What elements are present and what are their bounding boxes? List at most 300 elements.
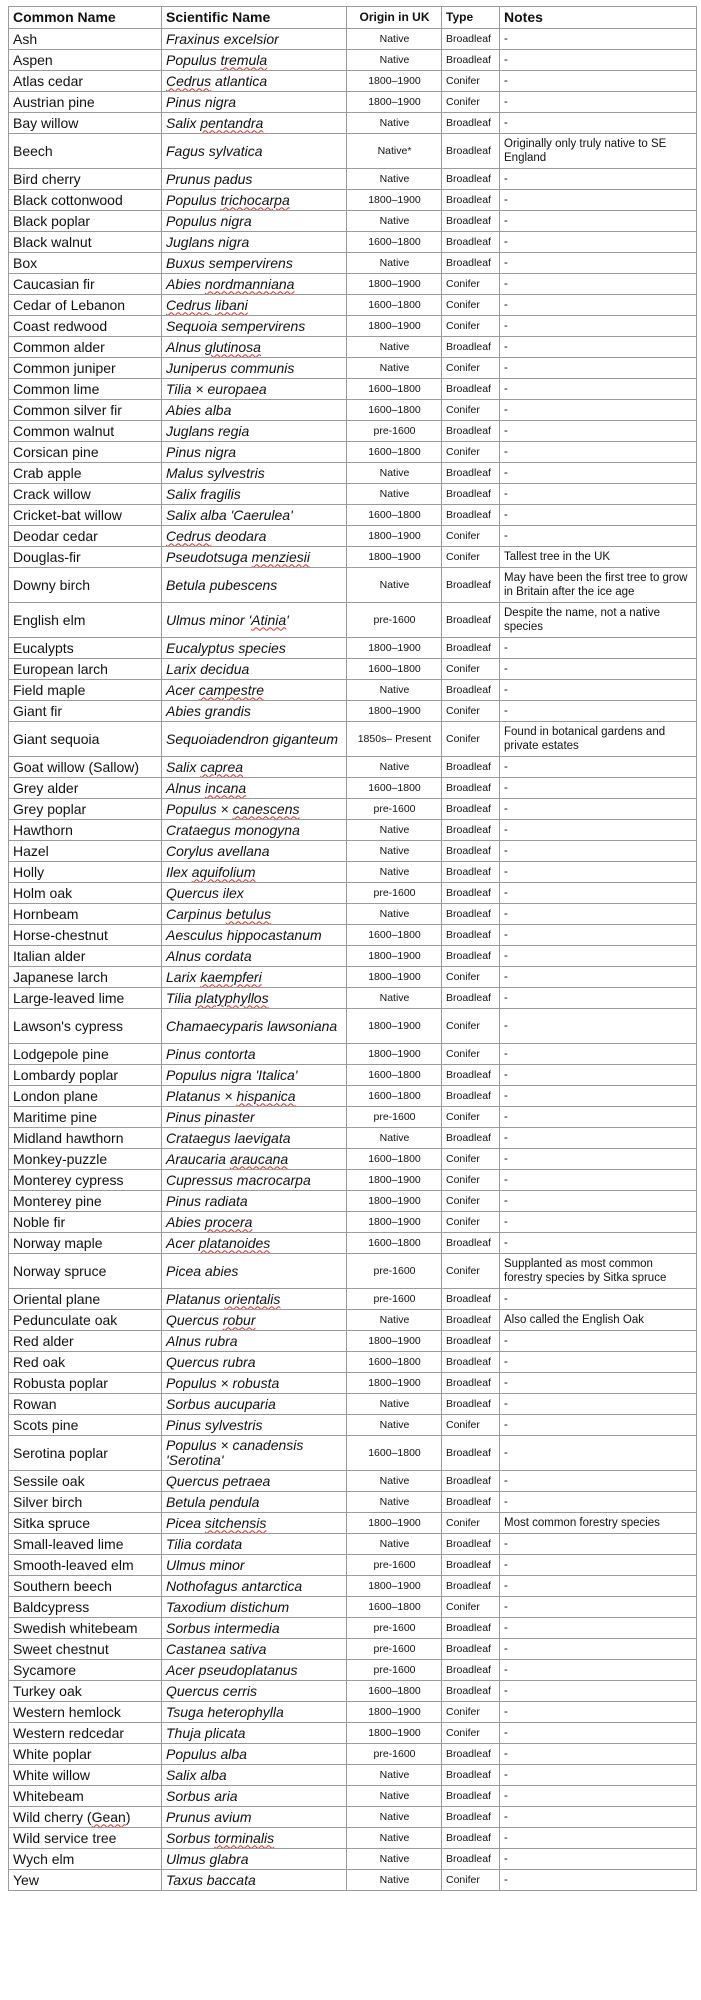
scientific-name-cell: Picea sitchensis (162, 1513, 347, 1534)
common-name-cell: Douglas-fir (9, 547, 162, 568)
scientific-name-cell: Prunus padus (162, 169, 347, 190)
notes-cell: - (500, 1849, 697, 1870)
notes-cell: - (500, 1534, 697, 1555)
common-name-cell: Yew (9, 1870, 162, 1891)
scientific-name-cell: Fraxinus excelsior (162, 29, 347, 50)
origin-cell: 1800–1900 (347, 1373, 442, 1394)
notes-cell: - (500, 1233, 697, 1254)
scientific-name-cell: Betula pendula (162, 1492, 347, 1513)
common-name-cell: Common juniper (9, 358, 162, 379)
spellcheck-word: glutinosa (204, 338, 261, 355)
table-row (9, 568, 697, 603)
table-row (9, 1618, 697, 1639)
table-row (9, 1639, 697, 1660)
notes-cell: - (500, 1394, 697, 1415)
table-row (9, 1233, 697, 1254)
origin-cell: Native (347, 253, 442, 274)
type-cell: Conifer (442, 1044, 500, 1065)
common-name-cell: Scots pine (9, 1415, 162, 1436)
common-name-cell: Western hemlock (9, 1702, 162, 1723)
table-row (9, 1513, 697, 1534)
type-cell: Broadleaf (442, 50, 500, 71)
origin-cell: 1800–1900 (347, 190, 442, 211)
origin-cell: Native (347, 169, 442, 190)
table-row (9, 659, 697, 680)
origin-cell: Native (347, 1471, 442, 1492)
scientific-name-cell: Pinus nigra (162, 92, 347, 113)
scientific-name-cell: Cedrus deodara (162, 526, 347, 547)
type-cell: Conifer (442, 1415, 500, 1436)
common-name-cell: Bird cherry (9, 169, 162, 190)
spellcheck-word: Cedrus (166, 527, 212, 544)
table-row (9, 1310, 697, 1331)
notes-cell: - (500, 113, 697, 134)
notes-cell: - (500, 1373, 697, 1394)
type-cell: Broadleaf (442, 337, 500, 358)
common-name-cell: White willow (9, 1765, 162, 1786)
origin-cell: pre-1600 (347, 1618, 442, 1639)
scientific-name-cell: Quercus ilex (162, 883, 347, 904)
type-cell: Broadleaf (442, 904, 500, 925)
common-name-cell: Sycamore (9, 1660, 162, 1681)
notes-cell: - (500, 1009, 697, 1044)
origin-cell: Native (347, 904, 442, 925)
type-cell: Broadleaf (442, 1681, 500, 1702)
origin-cell: 1800–1900 (347, 547, 442, 568)
type-cell: Broadleaf (442, 1765, 500, 1786)
notes-cell: - (500, 967, 697, 988)
scientific-name-cell: Buxus sempervirens (162, 253, 347, 274)
common-name-cell: Italian alder (9, 946, 162, 967)
table-row (9, 1289, 697, 1310)
spellcheck-word: Cedrus (166, 296, 212, 313)
origin-cell: Native (347, 211, 442, 232)
type-cell: Broadleaf (442, 1373, 500, 1394)
spellcheck-word: canescens (232, 800, 300, 817)
table-row (9, 113, 697, 134)
table-row (9, 400, 697, 421)
table-row (9, 1254, 697, 1289)
origin-cell: 1800–1900 (347, 1191, 442, 1212)
scientific-name-cell: Araucaria araucana (162, 1149, 347, 1170)
header-scientific-name: Scientific Name (162, 7, 347, 29)
notes-cell: - (500, 883, 697, 904)
common-name-cell: Horse-chestnut (9, 925, 162, 946)
scientific-name-cell: Populus nigra (162, 211, 347, 232)
notes-cell: - (500, 1492, 697, 1513)
scientific-name-cell: Platanus orientalis (162, 1289, 347, 1310)
notes-cell: - (500, 316, 697, 337)
table-row (9, 1681, 697, 1702)
scientific-name-cell: Alnus incana (162, 778, 347, 799)
scientific-name-cell: Castanea sativa (162, 1639, 347, 1660)
origin-cell: Native (347, 757, 442, 778)
notes-cell: - (500, 862, 697, 883)
scientific-name-cell: Cupressus macrocarpa (162, 1170, 347, 1191)
origin-cell: 1800–1900 (347, 71, 442, 92)
table-row (9, 841, 697, 862)
type-cell: Broadleaf (442, 1352, 500, 1373)
table-row (9, 1807, 697, 1828)
common-name-cell: Grey poplar (9, 799, 162, 820)
notes-cell: - (500, 1618, 697, 1639)
common-name-cell: Atlas cedar (9, 71, 162, 92)
origin-cell: Native (347, 862, 442, 883)
scientific-name-cell: Salix alba 'Caerulea' (162, 505, 347, 526)
origin-cell: Native (347, 1492, 442, 1513)
scientific-name-cell: Populus tremula (162, 50, 347, 71)
spellcheck-word: caprea (200, 758, 244, 775)
table-row (9, 638, 697, 659)
type-cell: Broadleaf (442, 1744, 500, 1765)
common-name-cell: Common walnut (9, 421, 162, 442)
notes-cell: Found in botanical gardens and private estates (500, 722, 697, 757)
scientific-name-cell: Populus × robusta (162, 1373, 347, 1394)
origin-cell: Native (347, 1828, 442, 1849)
common-name-cell: Black walnut (9, 232, 162, 253)
type-cell: Broadleaf (442, 29, 500, 50)
type-cell: Broadleaf (442, 169, 500, 190)
type-cell: Broadleaf (442, 1849, 500, 1870)
origin-cell: 1800–1900 (347, 967, 442, 988)
scientific-name-cell: Thuja plicata (162, 1723, 347, 1744)
scientific-name-cell: Alnus cordata (162, 946, 347, 967)
common-name-cell: Box (9, 253, 162, 274)
common-name-cell: Goat willow (Sallow) (9, 757, 162, 778)
scientific-name-cell: Pinus radiata (162, 1191, 347, 1212)
origin-cell: 1600–1800 (347, 1086, 442, 1107)
type-cell: Broadleaf (442, 421, 500, 442)
origin-cell: pre-1600 (347, 1555, 442, 1576)
notes-cell: Originally only truly native to SE England (500, 134, 697, 169)
origin-cell: Native (347, 484, 442, 505)
type-cell: Broadleaf (442, 883, 500, 904)
scientific-name-cell: Corylus avellana (162, 841, 347, 862)
notes-cell: - (500, 1191, 697, 1212)
type-cell: Conifer (442, 1009, 500, 1044)
origin-cell: 1600–1800 (347, 659, 442, 680)
common-name-cell: Common silver fir (9, 400, 162, 421)
notes-cell: - (500, 1170, 697, 1191)
table-row (9, 484, 697, 505)
table-row (9, 169, 697, 190)
origin-cell: Native (347, 337, 442, 358)
scientific-name-cell: Abies procera (162, 1212, 347, 1233)
scientific-name-cell: Abies nordmanniana (162, 274, 347, 295)
origin-cell: Native (347, 568, 442, 603)
table-row (9, 1723, 697, 1744)
type-cell: Broadleaf (442, 232, 500, 253)
origin-cell: Native (347, 680, 442, 701)
scientific-name-cell: Tsuga heterophylla (162, 1702, 347, 1723)
notes-cell: Also called the English Oak (500, 1310, 697, 1331)
origin-cell: Native* (347, 134, 442, 169)
table-row (9, 134, 697, 169)
common-name-cell: Aspen (9, 50, 162, 71)
common-name-cell: Caucasian fir (9, 274, 162, 295)
spellcheck-word: araucana (229, 1150, 289, 1167)
type-cell: Conifer (442, 1702, 500, 1723)
type-cell: Broadleaf (442, 603, 500, 638)
scientific-name-cell: Crataegus monogyna (162, 820, 347, 841)
notes-cell: - (500, 1149, 697, 1170)
common-name-cell: Pedunculate oak (9, 1310, 162, 1331)
origin-cell: 1600–1800 (347, 379, 442, 400)
table-row (9, 1555, 697, 1576)
origin-cell: 1600–1800 (347, 1149, 442, 1170)
origin-cell: 1600–1800 (347, 1597, 442, 1618)
scientific-name-cell: Quercus robur (162, 1310, 347, 1331)
scientific-name-cell: Sequoia sempervirens (162, 316, 347, 337)
type-cell: Broadleaf (442, 1534, 500, 1555)
type-cell: Broadleaf (442, 505, 500, 526)
table-row (9, 1870, 697, 1891)
scientific-name-cell: Acer campestre (162, 680, 347, 701)
scientific-name-cell: Juglans regia (162, 421, 347, 442)
common-name-cell: Western redcedar (9, 1723, 162, 1744)
origin-cell: 1600–1800 (347, 1065, 442, 1086)
origin-cell: Native (347, 1534, 442, 1555)
table-row (9, 274, 697, 295)
table-row (9, 1576, 697, 1597)
origin-cell: Native (347, 988, 442, 1009)
type-cell: Broadleaf (442, 680, 500, 701)
notes-cell: - (500, 1660, 697, 1681)
type-cell: Broadleaf (442, 253, 500, 274)
origin-cell: 1600–1800 (347, 925, 442, 946)
notes-cell: - (500, 820, 697, 841)
notes-cell: - (500, 1597, 697, 1618)
common-name-cell: Swedish whitebeam (9, 1618, 162, 1639)
common-name-cell: Eucalypts (9, 638, 162, 659)
scientific-name-cell: Sorbus torminalis (162, 1828, 347, 1849)
table-row (9, 1597, 697, 1618)
notes-cell: - (500, 1065, 697, 1086)
origin-cell: 1600–1800 (347, 1681, 442, 1702)
origin-cell: Native (347, 1807, 442, 1828)
common-name-cell: Red oak (9, 1352, 162, 1373)
notes-cell: - (500, 701, 697, 722)
origin-cell: 1600–1800 (347, 442, 442, 463)
type-cell: Broadleaf (442, 862, 500, 883)
origin-cell: Native (347, 50, 442, 71)
type-cell: Broadleaf (442, 1289, 500, 1310)
common-name-cell: Baldcypress (9, 1597, 162, 1618)
type-cell: Conifer (442, 274, 500, 295)
table-row (9, 211, 697, 232)
notes-cell: Supplanted as most common forestry species by Sitka spruce (500, 1254, 697, 1289)
origin-cell: 1800–1900 (347, 1513, 442, 1534)
type-cell: Broadleaf (442, 211, 500, 232)
common-name-cell: Noble fir (9, 1212, 162, 1233)
common-name-cell: Monterey cypress (9, 1170, 162, 1191)
type-cell: Conifer (442, 1723, 500, 1744)
table-row (9, 526, 697, 547)
origin-cell: Native (347, 1870, 442, 1891)
origin-cell: pre-1600 (347, 1107, 442, 1128)
table-row (9, 547, 697, 568)
spellcheck-word: Cedrus (166, 72, 212, 89)
scientific-name-cell: Pinus sylvestris (162, 1415, 347, 1436)
scientific-name-cell: Tilia cordata (162, 1534, 347, 1555)
common-name-cell: Rowan (9, 1394, 162, 1415)
table-row (9, 1492, 697, 1513)
scientific-name-cell: Pinus pinaster (162, 1107, 347, 1128)
common-name-cell: White poplar (9, 1744, 162, 1765)
table-row (9, 1212, 697, 1233)
common-name-cell: Ash (9, 29, 162, 50)
spellcheck-word: aquifolium (191, 863, 256, 880)
notes-cell: - (500, 1681, 697, 1702)
table-row (9, 379, 697, 400)
origin-cell: 1600–1800 (347, 505, 442, 526)
common-name-cell: Maritime pine (9, 1107, 162, 1128)
spellcheck-word: Atinia (251, 611, 287, 628)
notes-cell: - (500, 1331, 697, 1352)
scientific-name-cell: Tilia × europaea (162, 379, 347, 400)
type-cell: Broadleaf (442, 484, 500, 505)
common-name-cell: Lawson's cypress (9, 1009, 162, 1044)
table-row (9, 1394, 697, 1415)
type-cell: Broadleaf (442, 988, 500, 1009)
common-name-cell: English elm (9, 603, 162, 638)
common-name-cell: Hazel (9, 841, 162, 862)
table-row (9, 862, 697, 883)
table-row (9, 722, 697, 757)
table-row (9, 925, 697, 946)
common-name-cell: Crack willow (9, 484, 162, 505)
notes-cell: - (500, 1212, 697, 1233)
origin-cell: Native (347, 1128, 442, 1149)
spellcheck-word: libani (215, 296, 248, 313)
scientific-name-cell: Cedrus atlantica (162, 71, 347, 92)
type-cell: Broadleaf (442, 638, 500, 659)
type-cell: Conifer (442, 1597, 500, 1618)
origin-cell: 1800–1900 (347, 638, 442, 659)
origin-cell: 1800–1900 (347, 946, 442, 967)
spellcheck-word: betulus (225, 905, 272, 922)
scientific-name-cell: Chamaecyparis lawsoniana (162, 1009, 347, 1044)
table-row (9, 253, 697, 274)
common-name-cell: Monterey pine (9, 1191, 162, 1212)
scientific-name-cell: Juglans nigra (162, 232, 347, 253)
table-row (9, 1744, 697, 1765)
table-row (9, 190, 697, 211)
table-row (9, 1471, 697, 1492)
common-name-cell: Sessile oak (9, 1471, 162, 1492)
origin-cell: Native (347, 1310, 442, 1331)
type-cell: Broadleaf (442, 1786, 500, 1807)
type-cell: Broadleaf (442, 1471, 500, 1492)
notes-cell: - (500, 1744, 697, 1765)
notes-cell: - (500, 169, 697, 190)
spellcheck-word: campestre (198, 681, 265, 698)
spellcheck-word: tremula (220, 51, 268, 68)
origin-cell: 1600–1800 (347, 400, 442, 421)
notes-cell: - (500, 799, 697, 820)
notes-cell: - (500, 337, 697, 358)
common-name-cell: Holly (9, 862, 162, 883)
tree-species-table (8, 6, 697, 1891)
scientific-name-cell: Nothofagus antarctica (162, 1576, 347, 1597)
table-row (9, 1373, 697, 1394)
notes-cell: - (500, 1415, 697, 1436)
notes-cell: - (500, 442, 697, 463)
table-row (9, 505, 697, 526)
header-common-name: Common Name (9, 7, 162, 29)
scientific-name-cell: Abies alba (162, 400, 347, 421)
table-row (9, 1331, 697, 1352)
table-row (9, 337, 697, 358)
type-cell: Broadleaf (442, 757, 500, 778)
origin-cell: 1800–1900 (347, 1331, 442, 1352)
common-name-cell: Hornbeam (9, 904, 162, 925)
origin-cell: pre-1600 (347, 1639, 442, 1660)
type-cell: Conifer (442, 659, 500, 680)
table-row (9, 701, 697, 722)
type-cell: Broadleaf (442, 1660, 500, 1681)
notes-cell: - (500, 659, 697, 680)
common-name-cell: Bay willow (9, 113, 162, 134)
scientific-name-cell: Betula pubescens (162, 568, 347, 603)
origin-cell: Native (347, 1786, 442, 1807)
notes-cell: - (500, 484, 697, 505)
common-name-cell: Grey alder (9, 778, 162, 799)
type-cell: Broadleaf (442, 1086, 500, 1107)
scientific-name-cell: Acer platanoides (162, 1233, 347, 1254)
type-cell: Conifer (442, 1191, 500, 1212)
notes-cell: - (500, 274, 697, 295)
scientific-name-cell: Pinus contorta (162, 1044, 347, 1065)
notes-cell: - (500, 904, 697, 925)
table-row (9, 92, 697, 113)
type-cell: Broadleaf (442, 1128, 500, 1149)
notes-cell: - (500, 841, 697, 862)
table-row (9, 778, 697, 799)
type-cell: Broadleaf (442, 1436, 500, 1471)
common-name-cell: Wych elm (9, 1849, 162, 1870)
notes-cell: - (500, 1828, 697, 1849)
common-name-cell: Austrian pine (9, 92, 162, 113)
scientific-name-cell: Carpinus betulus (162, 904, 347, 925)
scientific-name-cell: Populus × canadensis 'Serotina' (162, 1436, 347, 1471)
notes-cell: - (500, 1128, 697, 1149)
common-name-cell: Whitebeam (9, 1786, 162, 1807)
scientific-name-cell: Larix kaempferi (162, 967, 347, 988)
table-row (9, 50, 697, 71)
table-row (9, 967, 697, 988)
type-cell: Broadleaf (442, 113, 500, 134)
common-name-cell: Cricket-bat willow (9, 505, 162, 526)
type-cell: Broadleaf (442, 1065, 500, 1086)
origin-cell: pre-1600 (347, 1254, 442, 1289)
common-name-cell: Midland hawthorn (9, 1128, 162, 1149)
type-cell: Conifer (442, 1870, 500, 1891)
notes-cell: - (500, 1723, 697, 1744)
notes-cell: - (500, 757, 697, 778)
origin-cell: 1800–1900 (347, 316, 442, 337)
type-cell: Broadleaf (442, 1310, 500, 1331)
table-row (9, 820, 697, 841)
notes-cell: - (500, 1807, 697, 1828)
spellcheck-word: incana (204, 779, 247, 796)
type-cell: Broadleaf (442, 1639, 500, 1660)
header-notes: Notes (500, 7, 697, 29)
common-name-cell: Common alder (9, 337, 162, 358)
origin-cell: pre-1600 (347, 421, 442, 442)
notes-cell: - (500, 1786, 697, 1807)
type-cell: Conifer (442, 1170, 500, 1191)
